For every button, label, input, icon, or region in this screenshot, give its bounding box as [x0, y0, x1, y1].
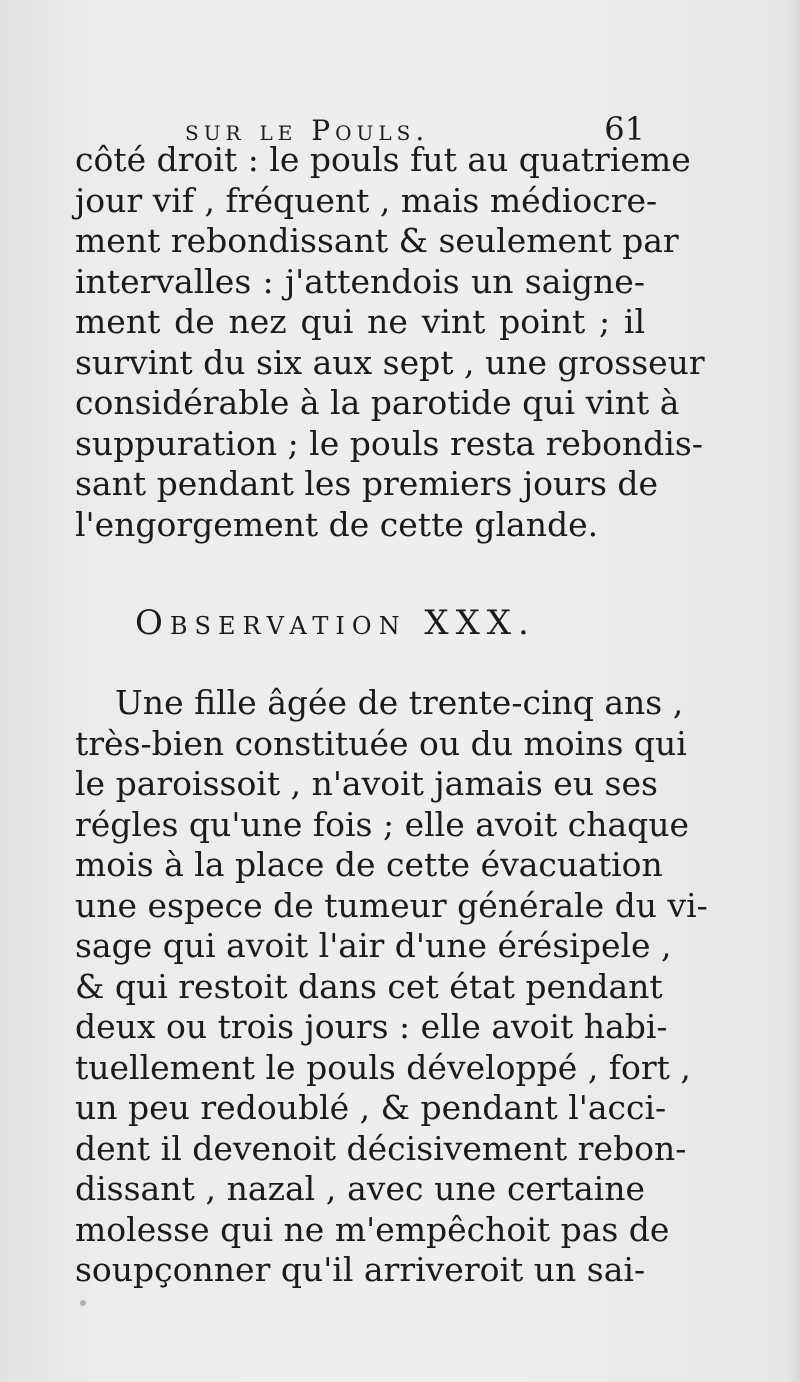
- text-line: deux ou trois jours : elle avoit habi-: [75, 1007, 668, 1046]
- text-line: suppuration ; le pouls resta rebondis-: [75, 423, 703, 463]
- text-line: survint du six aux sept , une grosseur: [75, 342, 705, 382]
- text-line: très-bien constituée ou du moins qui: [75, 723, 687, 763]
- text-line: soupçonner qu'il arriveroit un sai-: [75, 1250, 646, 1289]
- text-line: & qui restoit dans cet état pendant: [75, 966, 663, 1006]
- text-line: ment de nez qui ne vint point ; il: [75, 302, 645, 341]
- text-line: dent il devenoit décisivement rebon-: [75, 1128, 687, 1168]
- text-line: l'engorgement de cette glande.: [75, 504, 599, 544]
- paragraph-1: [75, 140, 705, 545]
- print-speck: [80, 1300, 86, 1306]
- text-line: tuellement le pouls développé , fort ,: [75, 1047, 691, 1087]
- text-line: Une fille âgée de trente-cinq ans ,: [115, 683, 684, 722]
- text-line: intervalles : j'attendois un saigne-: [75, 261, 645, 301]
- text-line: sant pendant les premiers jours de: [75, 464, 659, 503]
- paragraph-2: [75, 683, 708, 1291]
- text-line: dissant , nazal , avec une certaine: [75, 1169, 645, 1208]
- text-line: sage qui avoit l'air d'une érésipele ,: [75, 926, 672, 965]
- section-heading: Observation XXX.: [135, 603, 536, 643]
- running-title: sur le Pouls.: [185, 114, 430, 147]
- text-line: régles qu'une fois ; elle avoit chaque: [75, 804, 690, 844]
- text-line: jour vif , fréquent , mais médiocre-: [75, 180, 658, 220]
- text-line: côté droit : le pouls fut au quatrieme: [75, 140, 691, 179]
- text-line: le paroissoit , n'avoit jamais eu ses: [75, 764, 658, 803]
- text-line: ment rebondissant & seulement par: [75, 221, 679, 260]
- text-line: un peu redoublé , & pendant l'acci-: [75, 1088, 667, 1127]
- text-line: considérable à la parotide qui vint à: [75, 383, 680, 422]
- text-line: mois à la place de cette évacuation: [75, 845, 663, 884]
- text-line: une espece de tumeur générale du vi-: [75, 885, 708, 925]
- page-edge-shadow: [786, 0, 800, 1382]
- page-number: 61: [604, 110, 645, 148]
- text-line: molesse qui ne m'empêchoit pas de: [75, 1209, 670, 1249]
